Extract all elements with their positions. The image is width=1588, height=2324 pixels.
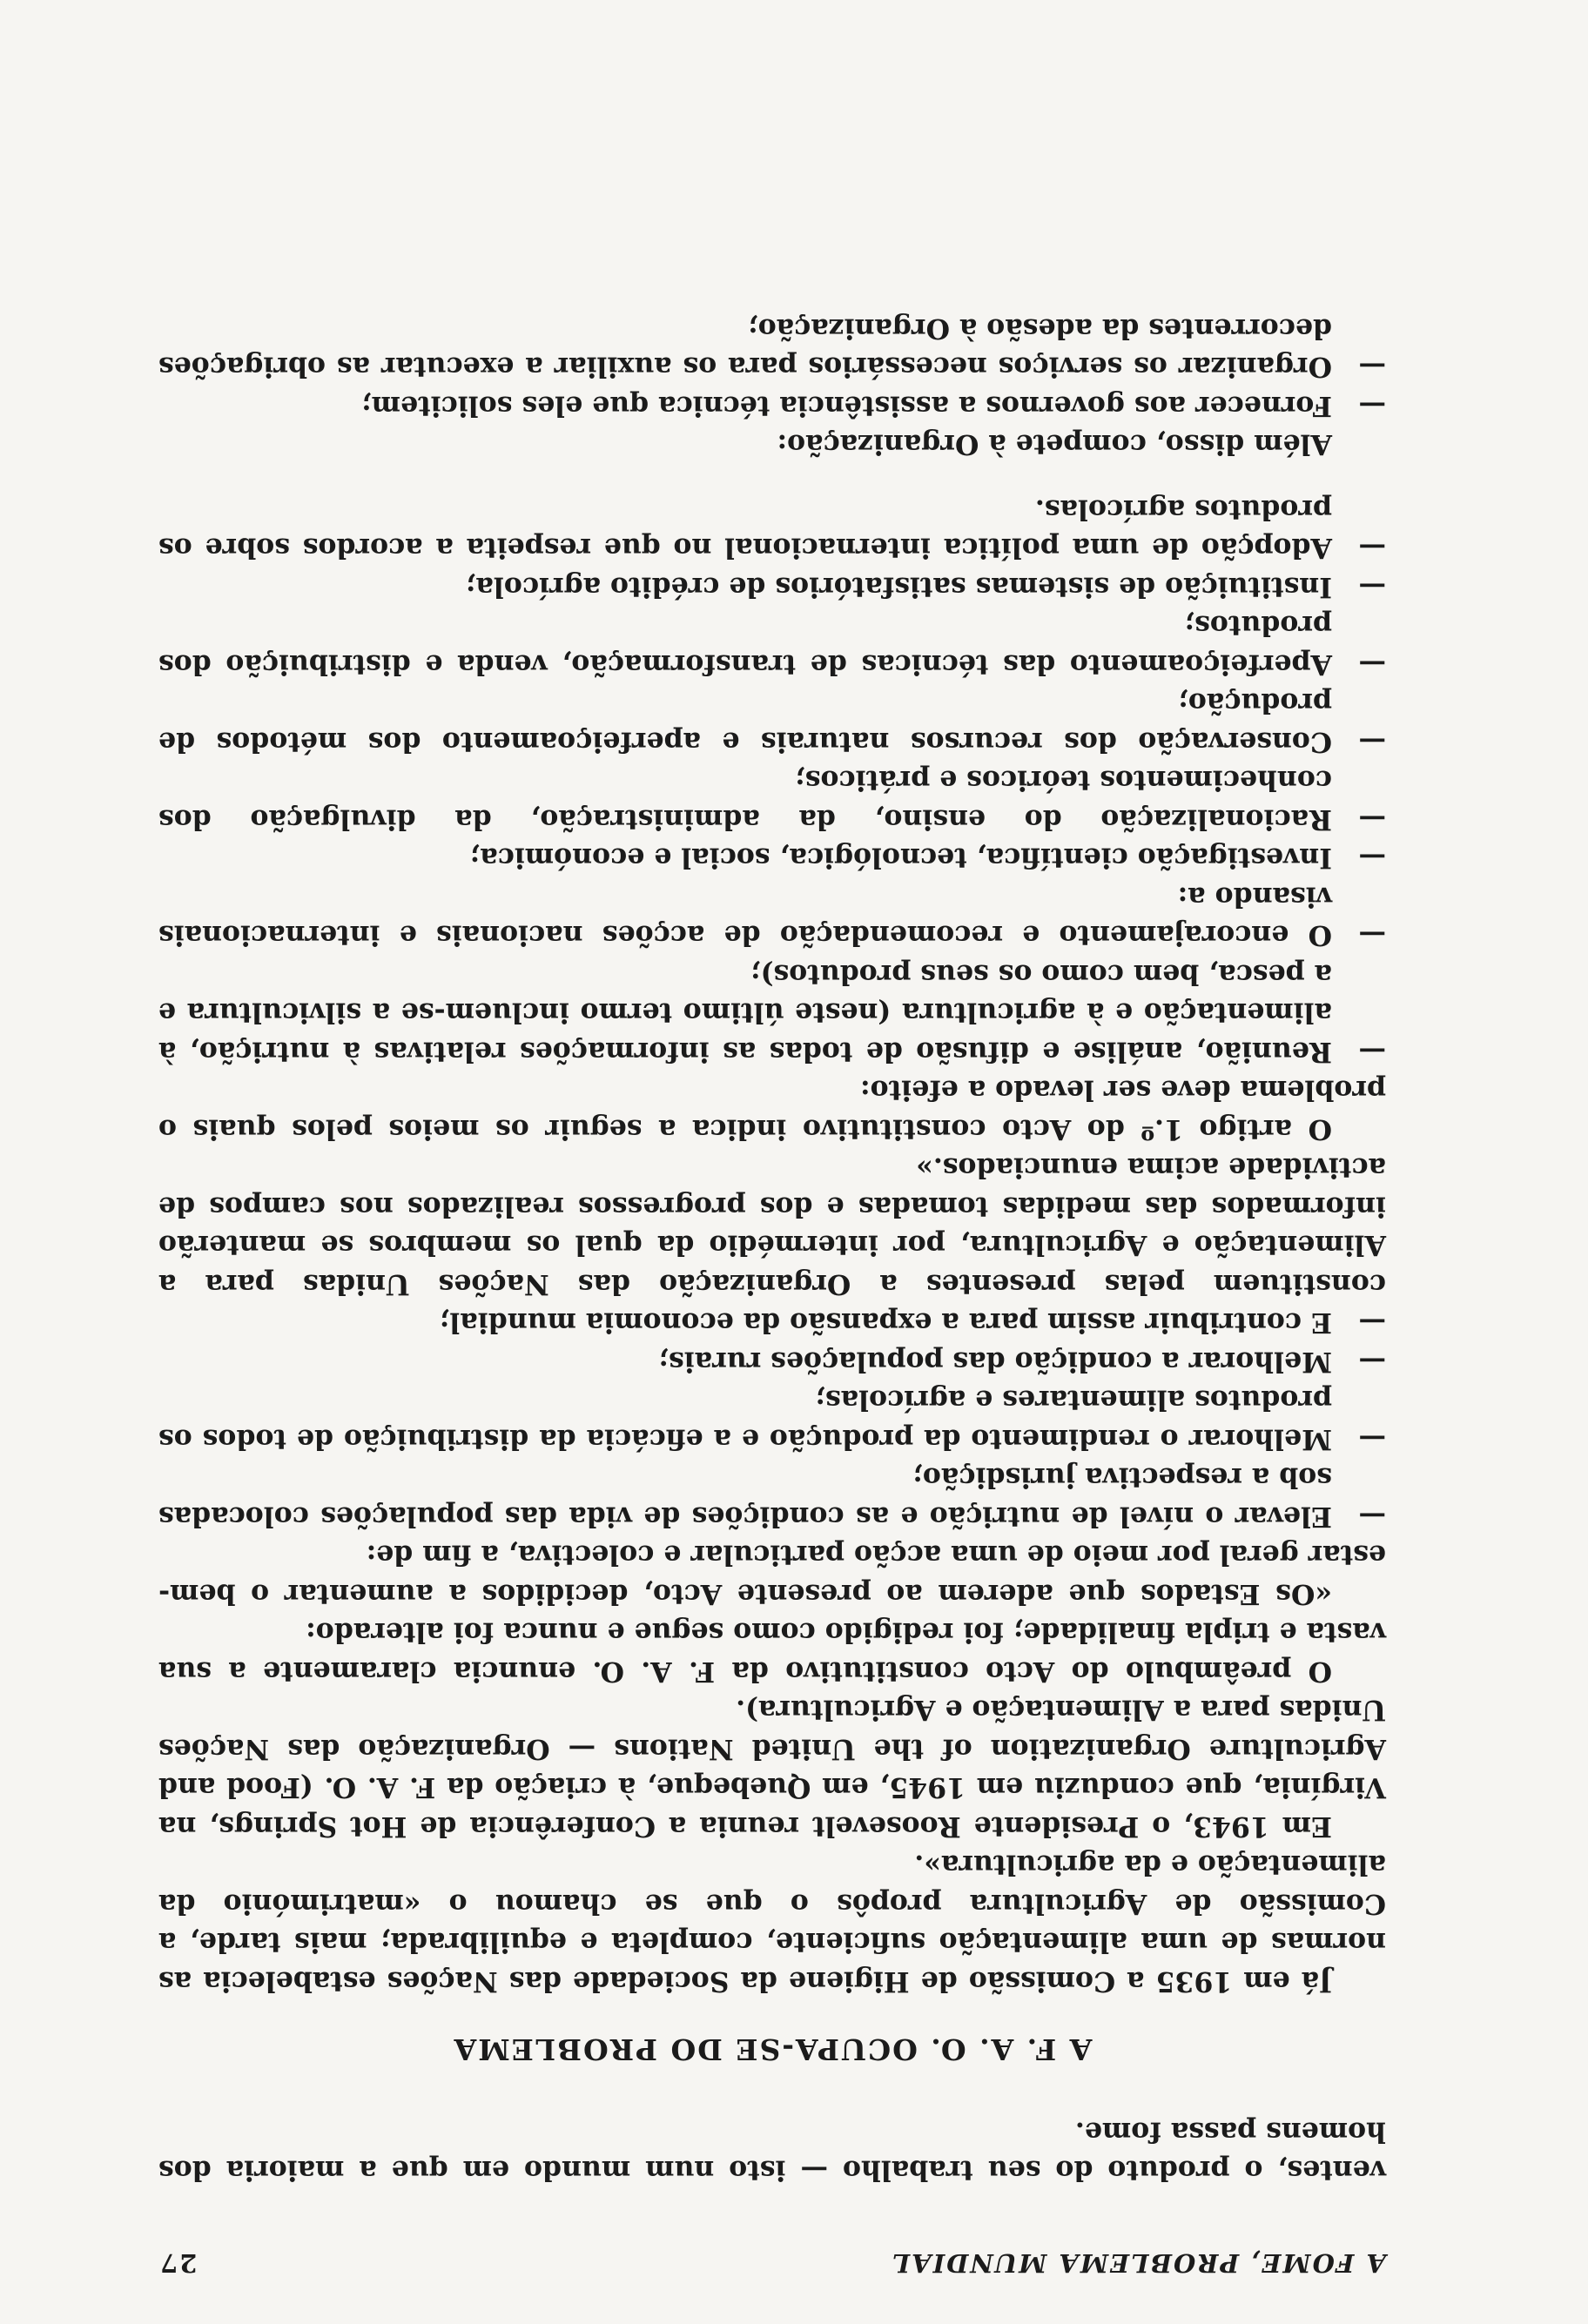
page-header [158, 2244, 1386, 2283]
list-item: — Fornecer aos governos a assistência técnica que eles solicitem; [158, 386, 1386, 426]
list-item: — Racionalização do ensino, da administração, da divulgação dos conhecimentos teóricos e práticos; [158, 761, 1386, 838]
list-item: — Melhorar o rendimento da produção e a eficácia da distribuição de todos os produtos alimentares e agrícolas; [158, 1380, 1386, 1458]
page-number: 27 [158, 2248, 198, 2278]
paragraph-states: «Os Estados que aderem ao presente Acto, decididos a aumentar o bem-estar geral por meio de uma acção particular e colectiva, a fim de: [158, 1539, 1386, 1610]
list-item: — Organizar os serviços necessários para os auxiliar a executar as obrigações decorrentes da adesão à Organização; [158, 309, 1386, 386]
paragraph-preamble: O preâmbulo do Acto constitutivo da F. A. O. enuncia claramente a sua vasta e tripla finalidade; foi redigido como segue e nunca foi alterado: [158, 1616, 1386, 1688]
list-item: — O encorajamento e recomendação de acções nacionais e internacionais visando a: [158, 877, 1386, 955]
page-text [158, 309, 1386, 2283]
list-item: — E contribuir assim para a expansão da economia mundial; [158, 1303, 1386, 1342]
list-item: — Conservação dos recursos naturais e aperfeiçoamento dos métodos de produção; [158, 683, 1386, 761]
paragraph-constitute: constituem pelas presentes a Organização das Nações Unidas para a Alimentação e Agricultura, por intermédio da qual os membros se manterão informados das medidas tomadas e dos progressos realizados nos campos de actividade acima enunciados.» [158, 1152, 1386, 1300]
paragraph-additionally: Além disso, compete à Organização: [777, 428, 1332, 461]
list-item: — Reunião, análise e difusão de todas as informações relativas à nutrição, à alimentação e à agricultura (neste último termo incluem-se a silvicultura e a pesca, bem como os seus produtos); [158, 955, 1386, 1071]
section-title: A F. A. O. OCUPA-SE DO PROBLEMA [452, 2032, 1093, 2067]
paragraph-1943: Em 1943, o Presidente Roosevelt reunia a Conferência de Hot Springs, na Virgínia, que conduziu em 1945, em Quebeque, à criação da F. A. O. (Food and Agriculture Organization of the United Nations — Organização das Nações Unidas para a Alimentação e Agricultura). [158, 1694, 1386, 1843]
list-item: — Adopção de uma política internacional no que respeita a acordos sobre os produtos agrícolas. [158, 490, 1386, 568]
paragraph-1935: Já em 1935 a Comissão de Higiene da Sociedade das Nações estabelecia as normas de uma alimentação suficiente, completa e equilibrada; mais tarde, a Comissão de Agricultura propôs o que se chamou o «matrimónio da alimentação e da agricultura». [158, 1849, 1386, 1998]
running-title: A FOME, PROBLEMA MUNDIAL [890, 2248, 1386, 2278]
list-item: — Instituição de sistemas satisfatórios de crédito agrícola; [158, 568, 1386, 607]
list-item: — Elevar o nível de nutrição e as condições de vida das populações colocadas sob a respectiva jurisdição; [158, 1458, 1386, 1535]
list-item: — Melhorar a condição das populações rurais; [158, 1342, 1386, 1381]
list-item: — Investigação científica, tecnológica, social e económica; [158, 838, 1386, 877]
intro-paragraph: ventes, o produto do seu trabalho — isto num mundo em que a maioria dos homens passa fome. [158, 2116, 1386, 2187]
paragraph-article-1: O artigo 1.º do Acto constitutivo indica a seguir os meios pelos quais o problema deve ser levado a efeito: [158, 1074, 1386, 1145]
list-item: — Aperfeiçoamento das técnicas de transformação, venda e distribuição dos produtos; [158, 606, 1386, 683]
